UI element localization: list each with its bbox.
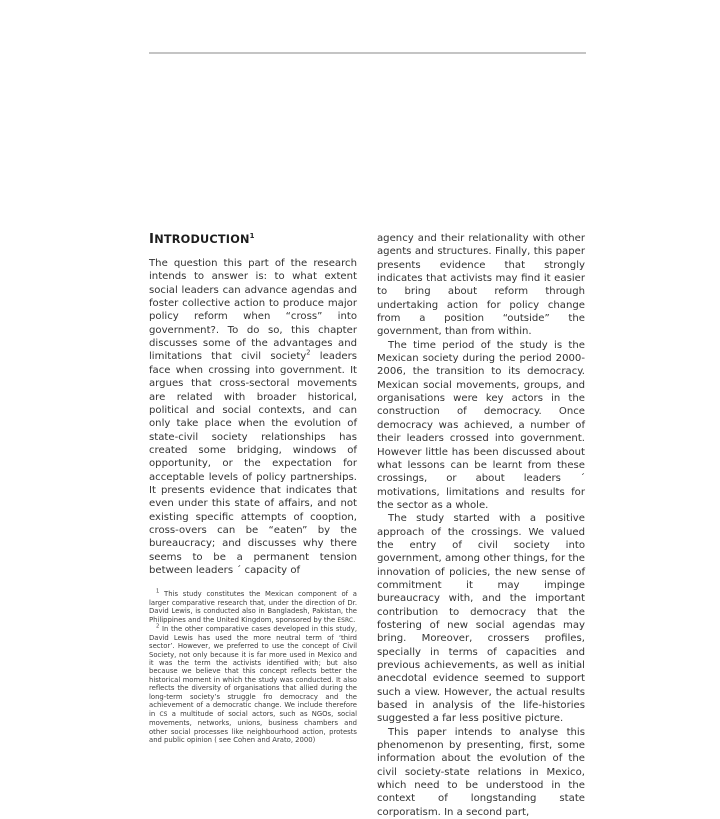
footnote-2-text-after: a multitude of social actors, such as NGOs, social movements, networks, unions, business chambers and other social processes like neighbourhood action, protests and public opinion ( see Cohen and Arato, 2000) — [149, 709, 357, 745]
paragraph-paper-intent: This paper intends to analyse this phenomenon by presenting, first, some information about the evolution of the civil society-state relations in Mexico, which need to be understood in the context of longstanding state corporatism. In a second part, — [377, 726, 585, 818]
footnote-2-marker: 2 — [156, 623, 160, 630]
left-text-column — [149, 232, 357, 745]
footnote-1-marker: 1 — [156, 589, 160, 596]
footnote-1-text-after: . — [353, 615, 356, 624]
footnote-1-text-before: This study constitutes the Mexican component of a larger comparative research that, under the direction of Dr. David Lewis, is conducted also in Bangladesh, Pakistan, the Philippines and the United Kingdom, sponsored by the — [149, 590, 357, 624]
paragraph-intro-left — [149, 257, 357, 577]
footnote-2-text-before: In the other comparative cases developed in this study, David Lewis has used the more neutral term of ‘third sector’. However, we preferred to use the concept of Civil Society, not only because it is far more used in Mexico and it was the term the activists identified with; but also because we believe that this concept reflects better the historical moment in which the study was conducted. It also reflects the diversity of organisations that allied during the long-term society’s struggle fro democracy and the achievement of a democratic change. We include therefore in — [149, 625, 357, 718]
page-title — [149, 232, 357, 248]
footnote-2 — [149, 625, 357, 744]
paragraph-time-period: The time period of the study is the Mexican society during the period 2000-2006, the transition to its democracy. Mexican social movements, groups, and organisations were key actors in the construction of democracy. Once democracy was achieved, a number of their leaders crossed into government. However little has been discussed about what lessons can be learnt from these crossings, or about leaders ´ motivations, limitations and results for the sector as a whole. — [377, 339, 585, 511]
section-title-initial: I — [149, 232, 155, 247]
footnote-1 — [149, 590, 357, 625]
paragraph-intro-left-part2: leaders face when crossing into government. It argues that cross-sectoral movements are related with broader historical, political and social contexts, and can only take place when the evolution of state-civil society relationships has created some bridging, windows of opportunity, or the expectation for acceptable levels of policy partnerships. It presents evidence that indicates that even under this state of affairs, and not existing specific attempts of cooption, cross-overs can be “eaten” by the bureaucracy; and discusses why there seems to be a permanent tension between leaders ´ capacity of — [149, 351, 357, 576]
section-title-footnote-marker: 1 — [249, 232, 255, 241]
footnote-2-smallcaps-cs: CS — [159, 711, 168, 718]
paragraph-study-approach: The study started with a positive approach of the crossings. We valued the entry of civil society into government, among other things, for the innovation of policies, the new sense of commitment it may impinge bureaucracy with, and the important contribution to democracy that the fostering of new social agendas may bring. Moreover, crossers profiles, specially in terms of capacities and previous achievements, as well as initial anecdotal evidence seemed to support such a view. However, the actual results based in analysis of the life-histories suggested a far less positive picture. — [377, 513, 585, 725]
two-column-body — [149, 232, 586, 818]
right-text-column — [377, 232, 585, 818]
paragraph-intro-left-part1: The question this part of the research intends to answer is: to what extent social leaders can advance agendas and foster collective action to produce major policy reform when “cross” into government?. To do so, this chapter discusses some of the advantages and limitations that civil society — [149, 258, 357, 363]
footnote-1-smallcaps-esrc: ESRC — [337, 617, 354, 624]
footnote-block — [149, 590, 357, 744]
footnote-marker-2: 2 — [306, 349, 311, 358]
section-title-rest: NTRODUCTION — [154, 233, 250, 246]
paragraph-intro-right-continued: agency and their relationality with other agents and structures. Finally, this paper presents evidence that strongly indicates that activists may find it easier to bring about reform through undertaking action for policy change from a position “outside” the government, than from within. — [377, 233, 585, 338]
header-divider-rule — [149, 52, 586, 54]
